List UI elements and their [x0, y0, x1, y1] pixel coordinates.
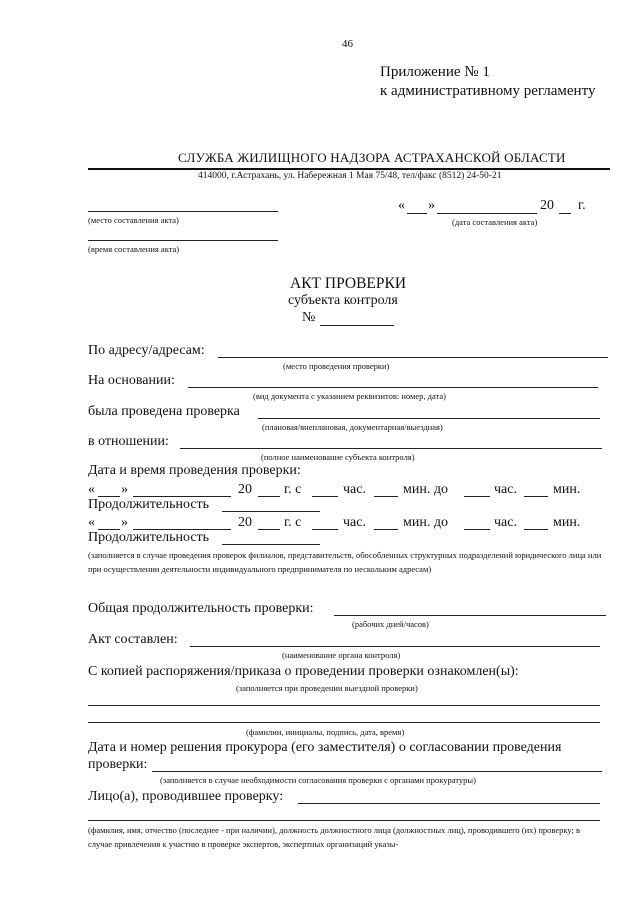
address-line	[218, 357, 608, 358]
row2-quote-open: «	[88, 515, 95, 530]
duration-line-2	[222, 544, 320, 545]
prosecutor-line	[152, 771, 602, 772]
row1-min2-line	[524, 496, 548, 497]
row1-min: мин.	[553, 482, 581, 497]
row1-hour-line	[312, 496, 338, 497]
act-number-sign: №	[302, 310, 316, 325]
branch-note: (заполняется в случае проведения проверок филиалов, представительств, обособленных структурных подразделений юридического лица или при осуществлении деятельности индивидуального предпринимателя по нескольким адресам)	[88, 550, 602, 574]
row1-hour2-line	[464, 496, 490, 497]
date-caption: (дата составления акта)	[452, 217, 538, 227]
drawn-up-caption: (наименование органа контроля)	[282, 650, 401, 660]
time-caption: (время составления акта)	[88, 244, 180, 254]
act-subtitle: субъекта контроля	[288, 293, 398, 308]
row1-min-do: мин. до	[403, 482, 448, 497]
row2-quote-close: »	[121, 515, 128, 530]
place-caption: (место составления акта)	[88, 215, 179, 225]
row1-year: 20	[238, 482, 252, 497]
date-quote-open: «	[398, 198, 405, 213]
prosecutor-label-1: Дата и номер решения прокурора (его заместителя) о согласовании проведения	[88, 740, 562, 755]
time-line	[88, 240, 278, 241]
basis-line	[188, 387, 598, 388]
drawn-up-label: Акт составлен:	[88, 632, 178, 647]
row1-min-line	[374, 496, 398, 497]
check-caption: (плановая/внеплановая, документарная/выездная)	[262, 422, 443, 432]
prosecutor-caption: (заполняется в случае необходимости согласования проверки с органами прокуратуры)	[160, 775, 476, 785]
copy-caption: (заполняется при проведении выездной проверки)	[236, 683, 418, 693]
row2-year: 20	[238, 515, 252, 530]
row2-min-do: мин. до	[403, 515, 448, 530]
place-line	[88, 211, 278, 212]
regarding-caption: (полное наименование субъекта контроля)	[261, 452, 415, 462]
inspector-note: (фамилия, имя, отчество (последнее - при наличии), должность должностного лица (должностных лиц), проводившего (их) проверку; в случае привлечения к участию в проверке экспертов, экспертных организаций указы-	[88, 825, 581, 849]
inspector-line-1	[298, 803, 600, 804]
regarding-label: в отношении:	[88, 434, 169, 449]
prosecutor-label-2: проверки:	[88, 757, 148, 772]
row2-hour: час.	[343, 515, 366, 530]
row2-year-line	[258, 529, 280, 530]
header-divider	[88, 168, 610, 170]
row1-g-s: г. с	[284, 482, 302, 497]
regarding-line	[180, 448, 602, 449]
act-title: АКТ ПРОВЕРКИ	[290, 275, 407, 292]
row1-year-line	[258, 496, 280, 497]
row2-g-s: г. с	[284, 515, 302, 530]
row1-hour: час.	[343, 482, 366, 497]
check-label: была проведена проверка	[88, 404, 240, 419]
appendix-line-1: Приложение № 1	[380, 64, 490, 80]
copy-line-2	[88, 722, 600, 723]
organization-name: СЛУЖБА ЖИЛИЩНОГО НАДЗОРА АСТРАХАНСКОЙ ОБЛАСТИ	[178, 150, 566, 165]
row2-hour2: час.	[494, 515, 517, 530]
datetime-label: Дата и время проведения проверки:	[88, 463, 301, 478]
act-number-line	[320, 325, 394, 326]
row2-hour2-line	[464, 529, 490, 530]
row1-quote-open: «	[88, 482, 95, 497]
signature-caption: (фамилии, инициалы, подпись, дата, время)	[246, 727, 405, 737]
date-month-line	[437, 213, 537, 214]
row2-min: мин.	[553, 515, 581, 530]
date-year-suffix: г.	[578, 198, 586, 213]
inspector-line-2	[88, 820, 600, 821]
organization-address: 414000, г.Астрахань, ул. Набережная 1 Мая 75/48, тел/факс (8512) 24-50-21	[198, 171, 502, 181]
address-caption: (место проведения проверки)	[283, 361, 390, 371]
total-duration-caption: (рабочих дней/часов)	[352, 619, 429, 629]
row1-hour2: час.	[494, 482, 517, 497]
copy-label: С копией распоряжения/приказа о проведении проверки ознакомлен(ы):	[88, 664, 519, 679]
date-day-line	[407, 213, 427, 214]
duration-label-2: Продолжительность	[88, 530, 210, 545]
inspector-label: Лицо(а), проводившее проверку:	[88, 789, 284, 804]
basis-label: На основании:	[88, 373, 175, 388]
drawn-up-line	[190, 646, 600, 647]
page-number: 46	[342, 38, 353, 50]
total-duration-line	[334, 615, 606, 616]
check-line	[258, 418, 600, 419]
copy-line-1	[88, 705, 600, 706]
row1-quote-close: »	[121, 482, 128, 497]
date-year-line	[559, 213, 571, 214]
row2-min-line	[374, 529, 398, 530]
row2-min2-line	[524, 529, 548, 530]
date-quote-close: »	[428, 198, 435, 213]
total-duration-label: Общая продолжительность проверки:	[88, 601, 314, 616]
duration-label-1: Продолжительность	[88, 497, 210, 512]
row2-hour-line	[312, 529, 338, 530]
appendix-line-2: к административному регламенту	[380, 83, 596, 99]
duration-line-1	[222, 511, 320, 512]
address-label: По адресу/адресам:	[88, 343, 205, 358]
basis-caption: (вид документа с указанием реквизитов: номер, дата)	[253, 391, 446, 401]
date-year-prefix: 20	[540, 198, 554, 213]
